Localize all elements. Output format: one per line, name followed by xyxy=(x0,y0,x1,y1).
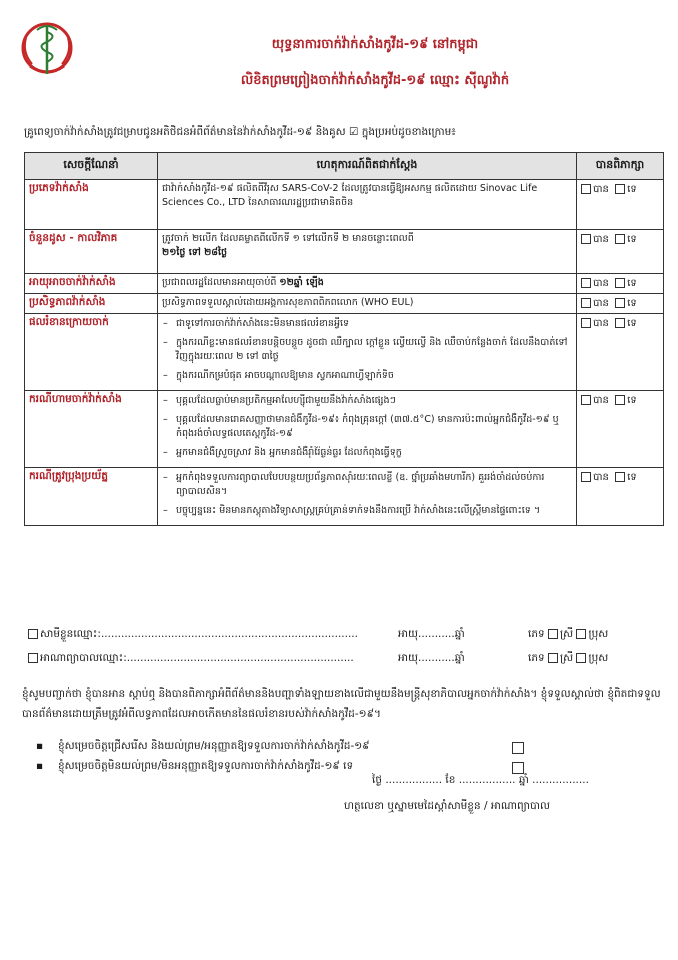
row-label: អាយុអាចចាក់វ៉ាក់សាំង xyxy=(25,274,158,294)
yes-checkbox[interactable] xyxy=(581,234,591,244)
yes-checkbox[interactable] xyxy=(581,472,591,482)
ministry-caduceus-emblem-icon xyxy=(20,18,74,84)
header-discussed: បានពិភាក្សា xyxy=(577,153,664,180)
consent-option-accept: ▪ ខ្ញុំសម្រេចចិត្តជ្រើសរើស និងយល់ព្រម/អនុញ្ញាតឱ្យទទួលការចាក់វ៉ាក់សាំងកូវីដ-១៩ xyxy=(36,740,556,755)
header-guidance: សេចក្តីណែនាំ xyxy=(25,153,158,180)
row-label: ករណីហាមចាក់វ៉ាក់សាំង xyxy=(25,391,158,468)
discussed-options: បាន ទេ xyxy=(577,294,664,314)
side-effects-list xyxy=(162,317,572,383)
row-text: ប្រសិទ្ធភាពទទួលស្គាល់ដោយអង្គការសុខភាពពិភពលោក (WHO EUL) xyxy=(158,294,577,314)
yes-checkbox[interactable] xyxy=(581,395,591,405)
row-content: ប្រជាពលរដ្ឋដែលមានអាយុចាប់ពី ១២ឆ្នាំ ឡើង xyxy=(158,274,577,294)
row-label: ផលរំខានក្រោយចាក់ xyxy=(25,314,158,391)
table-row xyxy=(25,274,664,294)
age-field: អាយុ...........ឆ្នាំ xyxy=(398,652,465,664)
row-label: ករណីត្រូវប្រុងប្រយ័ត្ន xyxy=(25,468,158,526)
list-item: – ក្នុងករណីកម្របំផុត អាចបណ្តាលឱ្យមាន ស្វកអាណាហ្វីឡាក់ទិច xyxy=(176,369,572,383)
interval-highlight: ២១ថ្ងៃ ទៅ ២៨ថ្ងៃ xyxy=(162,247,228,258)
page-subtitle: លិខិតព្រមព្រៀងចាក់វ៉ាក់សាំងកូវីដ-១៩ ឈ្មោះ ស៊ីណូវ៉ាក់ xyxy=(240,73,510,88)
guardian-name-line: អាណាព្យាបាលឈ្មោះ:.................................................................... អាយុ...........ឆ្នាំ ភេទ ស្រី ប្រុស xyxy=(28,652,668,667)
yes-checkbox[interactable] xyxy=(581,184,591,194)
discussed-options: បាន ទេ xyxy=(577,468,664,526)
age-highlight: ១២ឆ្នាំ ឡើង xyxy=(279,277,324,288)
row-label: ប្រសិទ្ធភាពវ៉ាក់សាំង xyxy=(25,294,158,314)
accept-checkbox[interactable] xyxy=(512,742,524,754)
contraindications-list xyxy=(162,394,572,460)
page-title: យុទ្ធនាការចាក់វ៉ាក់សាំងកូវីដ-១៩ នៅកម្ពុជា xyxy=(271,37,479,52)
row-content xyxy=(158,468,577,526)
no-checkbox[interactable] xyxy=(615,472,625,482)
signature-line: ហត្ថលេខា ឬស្នាមមេដៃស្តាំសាមីខ្លួន / អាណាព្យាបាល xyxy=(344,800,550,812)
name-field[interactable]: .................................................................... xyxy=(126,652,354,664)
discussed-options: បាន ទេ xyxy=(577,230,664,274)
male-checkbox[interactable] xyxy=(576,629,586,639)
list-item: – ក្នុងករណីខ្លះមានផលរំខានបន្តិចបន្តួច ដូចជា ឈឺក្បាល ក្តៅខ្លួន ល្វើយល្វើ និង ឈឺចាប់កន្លែងចាក់ ដែលនឹងបាត់ទៅវិញក្នុងរយៈពេល ២ ទៅ ៣ថ្ងៃ xyxy=(176,336,572,364)
list-item: – ជាទូទៅការចាក់វ៉ាក់សាំងនេះមិនមានផលរំខានអ្វីទេ xyxy=(176,317,572,331)
table-row xyxy=(25,180,664,230)
decline-checkbox[interactable] xyxy=(512,762,524,774)
row-label: ប្រភេទវ៉ាក់សាំង xyxy=(25,180,158,230)
list-item: – បុគ្គលដែលធ្លាប់មានប្រតិកម្មអាលែហ្ស៊ីជាមួយនឹងវ៉ាក់សាំងផ្សេងៗ xyxy=(176,394,572,408)
table-row xyxy=(25,294,664,314)
list-item: – បច្ចុប្បន្ននេះ មិនមានភស្តុតាងវិទ្យាសាស្ត្រគ្រប់គ្រាន់ទាក់ទងនឹងការប្រើ វ៉ាក់សាំងនេះលើស្ត្រីមានផ្ទៃពោះទេ ។ xyxy=(176,504,572,518)
female-checkbox[interactable] xyxy=(548,629,558,639)
sex-field: ភេទ ស្រី ប្រុស xyxy=(528,652,609,664)
row-content xyxy=(158,314,577,391)
consent-statement: ខ្ញុំសូមបញ្ជាក់ថា ខ្ញុំបានអាន ស្តាប់ឮ និងបានពិភាក្សាអំពីព័ត៌មាននិងបញ្ហាទាំងឡាយខាងលើជាមួយនឹងមន្ត្រីសុខាភិបាលអ្នកចាក់វ៉ាក់សាំង។ ខ្ញុំទទួលស្គាល់ថា ខ្ញុំពិតជាទទួលបានព័ត៌មានដោយត្រឹមត្រូវអំពីលទ្ធភាពដែលអាចកើតមាននៃផលរំខានរបស់វ៉ាក់សាំងកូវីដ-១៩។ xyxy=(22,688,661,720)
self-checkbox[interactable] xyxy=(28,629,38,639)
table-row xyxy=(25,391,664,468)
list-item: – អ្នកមានជំងឺស្រួចស្រាវ និង អ្នកមានជំងឺរ៉ាំរ៉ៃធ្ងន់ធ្ងរ ដែលកំពុងធ្វើទុក្ខ xyxy=(176,446,572,460)
name-field[interactable]: ............................................................................. xyxy=(100,628,358,640)
discussed-options: បាន ទេ xyxy=(577,314,664,391)
table-row xyxy=(25,314,664,391)
female-checkbox[interactable] xyxy=(548,653,558,663)
row-content xyxy=(158,391,577,468)
no-checkbox[interactable] xyxy=(615,298,625,308)
intro-text: គ្រូពេទ្យចាក់វ៉ាក់សាំងត្រូវជម្រាបជូនអតិថិជនអំពីព័ត៌មាននៃវ៉ាក់សាំងកូវីដ-១៩ និងគូស ☑ ក្នុងប្រអប់ដូចខាងក្រោម៖ xyxy=(24,126,456,138)
yes-checkbox[interactable] xyxy=(581,318,591,328)
male-checkbox[interactable] xyxy=(576,653,586,663)
sex-field: ភេទ ស្រី ប្រុស xyxy=(528,628,609,640)
consent-option-decline: ▪ ខ្ញុំសម្រេចចិត្តមិនយល់ព្រម/មិនអនុញ្ញាតឱ្យទទួលការចាក់វ៉ាក់សាំងកូវីដ-១៩ ទេ xyxy=(36,760,556,775)
age-field: អាយុ...........ឆ្នាំ xyxy=(398,628,465,640)
row-label: ចំនួនដូស - កាលវិភាគ xyxy=(25,230,158,274)
table-header-row xyxy=(25,153,664,180)
yes-checkbox[interactable] xyxy=(581,278,591,288)
table-row xyxy=(25,468,664,526)
no-checkbox[interactable] xyxy=(615,318,625,328)
list-item: – បុគ្គលដែលមានរោគសញ្ញាថាមានជំងឺកូវីដ-១៩៖ កំពុងគ្រុនក្តៅ (៣៧.៥°C) មានការប៉ះពាល់អ្នកជំងឺកូវីដ-១៩ ឬកំពុងរង់ចាំលទ្ធផលតេស្តកូវីដ-១៩ xyxy=(176,413,572,441)
guardian-checkbox[interactable] xyxy=(28,653,38,663)
no-checkbox[interactable] xyxy=(615,234,625,244)
table-row xyxy=(25,230,664,274)
discussed-options: បាន ទេ xyxy=(577,391,664,468)
self-name-line: សាមីខ្លួនឈ្មោះ:............................................................................. អាយុ...........ឆ្នាំ ភេទ ស្រី ប្រុស xyxy=(28,628,668,643)
row-text: ជាវ៉ាក់សាំងកូវីដ-១៩ ផលិតពីវីរុស SARS-CoV-2 ដែលត្រូវបានធ្វើឱ្យអសកម្ម ផលិតដោយ Sinovac Life Sciences Co., LTD នៃសាធារណរដ្ឋប្រជាមានិតចិន xyxy=(158,180,577,230)
no-checkbox[interactable] xyxy=(615,278,625,288)
vaccine-info-table xyxy=(24,152,664,526)
discussed-options: បាន ទេ xyxy=(577,274,664,294)
no-checkbox[interactable] xyxy=(615,184,625,194)
discussed-options: បាន ទេ xyxy=(577,180,664,230)
row-content: ត្រូវចាក់ ២លើក ដែលគម្លាតពីលើកទី ១ ទៅលើកទី ២ មានចន្លោះពេលពី ២១ថ្ងៃ ទៅ ២៨ថ្ងៃ xyxy=(158,230,577,274)
date-line[interactable]: ថ្ងៃ ................. ខែ ................. ឆ្នាំ ................. xyxy=(372,774,589,786)
header-facts: ហេតុការណ៍ពិតជាក់ស្តែង xyxy=(158,153,577,180)
list-item: – អ្នកកំពុងទទួលការព្យាបាលបែបបន្ថយប្រព័ន្ធភាពស៊ាំរយៈពេលខ្លី (ឧ. ថ្នាំប្រឆាំងមហារីក) គួររង់ចាំដល់ចប់ការព្យាបាលសិន។ xyxy=(176,471,572,499)
yes-checkbox[interactable] xyxy=(581,298,591,308)
no-checkbox[interactable] xyxy=(615,395,625,405)
precautions-list xyxy=(162,471,572,518)
